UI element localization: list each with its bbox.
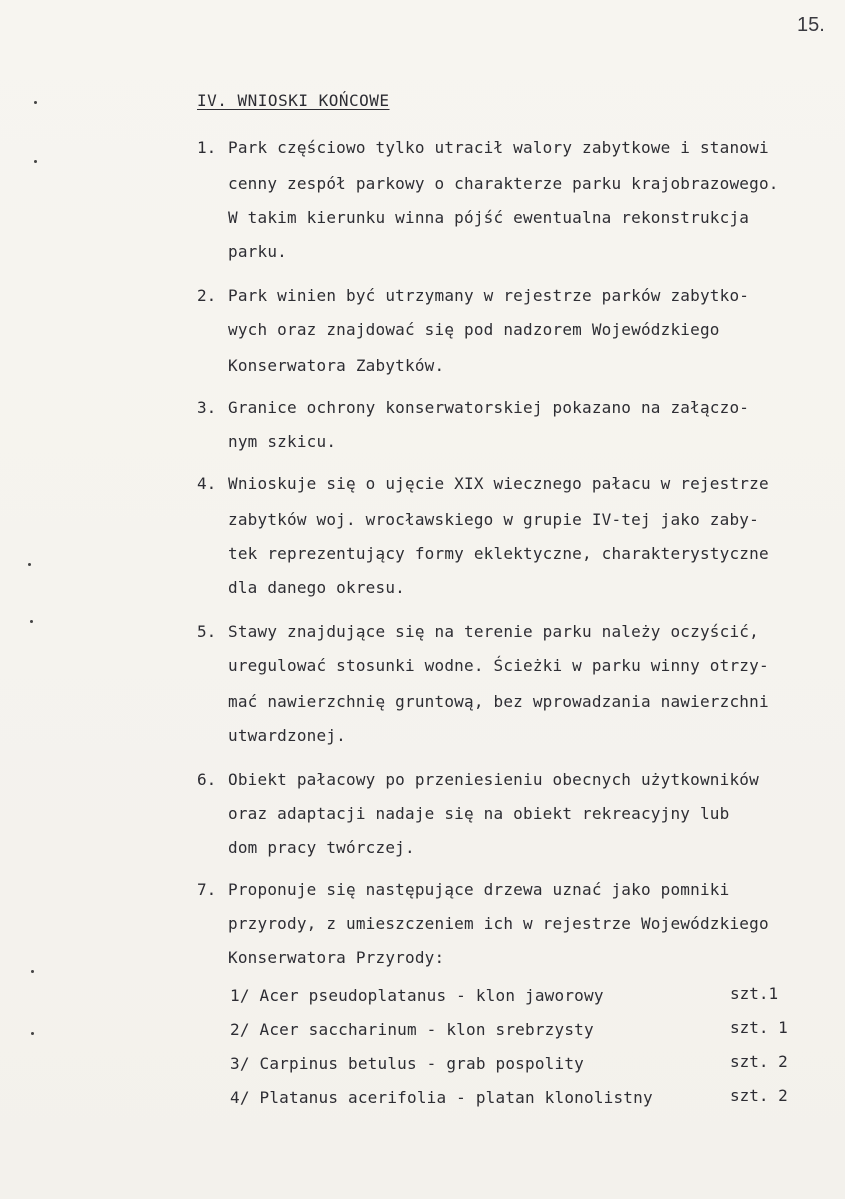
item-line: Obiekt pałacowy po przeniesieniu obecnych użytkowników — [228, 770, 759, 789]
item-line: mać nawierzchnię gruntową, bez wprowadzania nawierzchni — [228, 692, 769, 711]
item-line: Stawy znajdujące się na terenie parku należy oczyścić, — [228, 622, 759, 641]
item-line: zabytków woj. wrocławskiego w grupie IV-tej jako zaby- — [228, 510, 759, 529]
tree-quantity: szt. 2 — [730, 1052, 788, 1071]
item-line: Granice ochrony konserwatorskiej pokazano na załączo- — [228, 398, 750, 417]
item-number: 5. — [197, 622, 217, 641]
item-number: 7. — [197, 880, 217, 899]
margin-mark — [34, 160, 37, 163]
item-line: oraz adaptacji nadaje się na obiekt rekreacyjny lub — [228, 804, 730, 823]
section-heading: IV. WNIOSKI KOŃCOWE — [197, 91, 390, 110]
tree-list-item: 2/ Acer saccharinum - klon srebrzysty — [230, 1020, 594, 1039]
item-line: tek reprezentujący formy eklektyczne, charakterystyczne — [228, 544, 769, 563]
margin-mark — [30, 620, 33, 623]
tree-list-item: 4/ Platanus acerifolia - platan klonolistny — [230, 1088, 653, 1107]
tree-quantity: szt. 1 — [730, 1018, 788, 1037]
margin-mark — [28, 563, 31, 566]
item-number: 1. — [197, 138, 217, 157]
page-number: 15. — [797, 14, 825, 36]
item-line: dla danego okresu. — [228, 578, 405, 597]
tree-list-item: 3/ Carpinus betulus - grab pospolity — [230, 1054, 584, 1073]
item-line: cenny zespół parkowy o charakterze parku krajobrazowego. — [228, 174, 779, 193]
item-line: uregulować stosunki wodne. Ścieżki w parku winny otrzy- — [228, 656, 769, 675]
item-line: Proponuje się następujące drzewa uznać jako pomniki — [228, 880, 730, 899]
margin-mark — [34, 101, 37, 104]
item-number: 3. — [197, 398, 217, 417]
item-line: nym szkicu. — [228, 432, 337, 451]
item-number: 2. — [197, 286, 217, 305]
tree-list-item: 1/ Acer pseudoplatanus - klon jaworowy — [230, 986, 604, 1005]
item-number: 4. — [197, 474, 217, 493]
item-line: utwardzonej. — [228, 726, 346, 745]
margin-mark — [31, 970, 34, 973]
item-line: parku. — [228, 242, 287, 261]
item-line: wych oraz znajdować się pod nadzorem Wojewódzkiego — [228, 320, 720, 339]
tree-quantity: szt.1 — [730, 984, 779, 1003]
item-line: Konserwatora Zabytków. — [228, 356, 445, 375]
item-number: 6. — [197, 770, 217, 789]
item-line: Park częściowo tylko utracił walory zabytkowe i stanowi — [228, 138, 769, 157]
item-line: przyrody, z umieszczeniem ich w rejestrze Wojewódzkiego — [228, 914, 769, 933]
item-line: Wnioskuje się o ujęcie XIX wiecznego pałacu w rejestrze — [228, 474, 769, 493]
margin-mark — [31, 1032, 34, 1035]
item-line: Konserwatora Przyrody: — [228, 948, 445, 967]
item-line: W takim kierunku winna pójść ewentualna rekonstrukcja — [228, 208, 750, 227]
item-line: dom pracy twórczej. — [228, 838, 415, 857]
item-line: Park winien być utrzymany w rejestrze parków zabytko- — [228, 286, 750, 305]
tree-quantity: szt. 2 — [730, 1086, 788, 1105]
